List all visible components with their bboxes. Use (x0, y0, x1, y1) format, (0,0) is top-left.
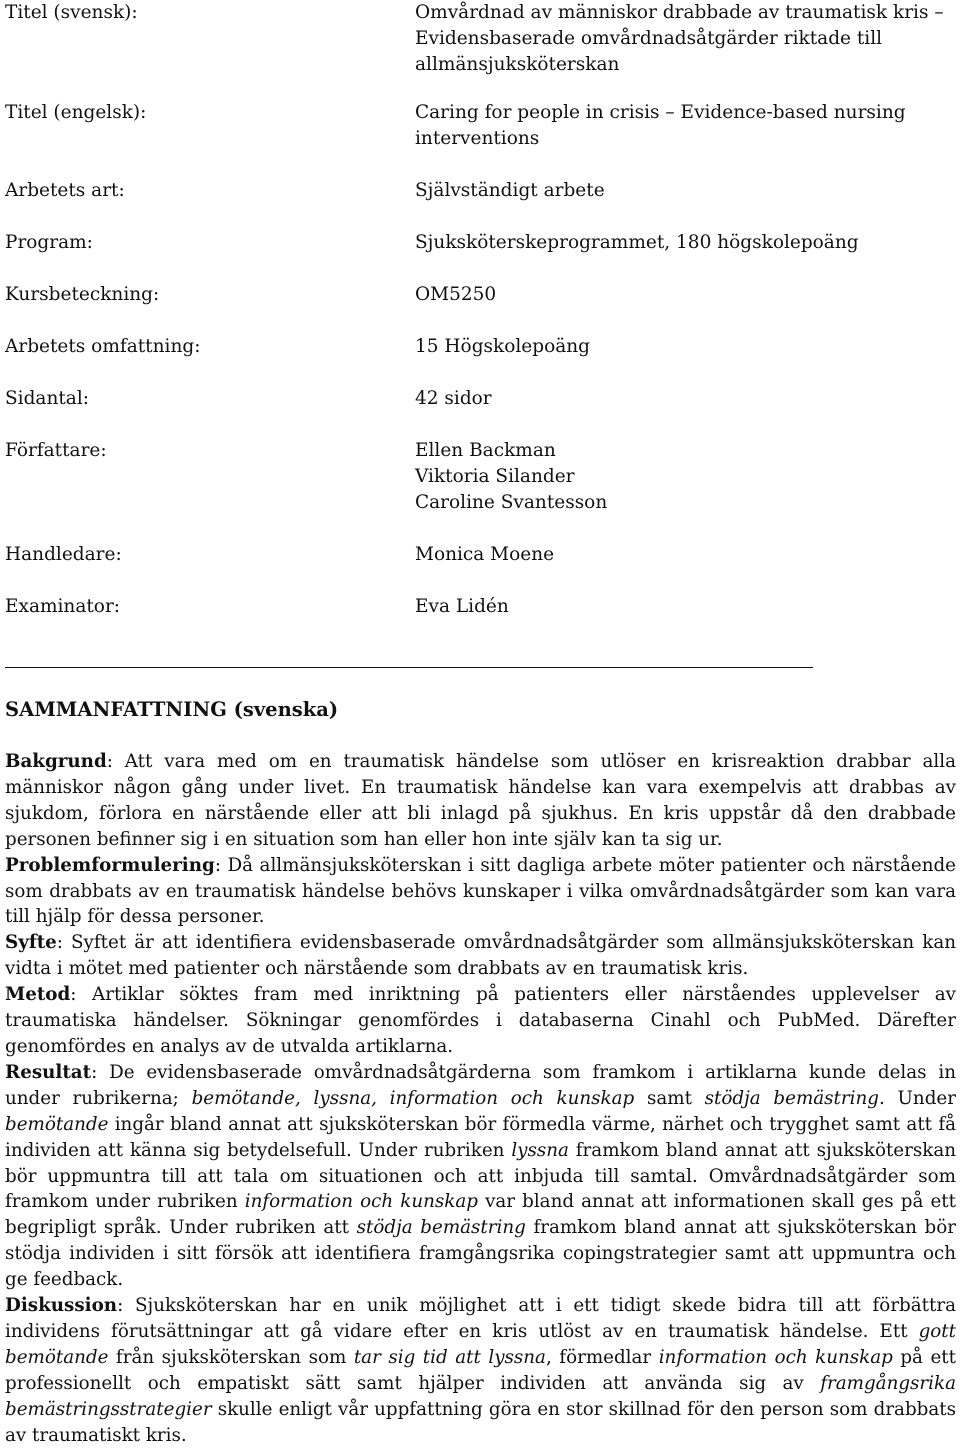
section-text: : Att vara med om en traumatisk händelse som utlöser en krisreaktion drabbar alla människor någon gång under livet. En traumatisk händelse kan vara exempelvis att drabbas av sjukdom, förlora en närstående eller att bli inlagd på sjukhus. En kris uppstår då den drabbade personen befinner sig i en situation som han eller hon inte själv kan ta sig ur. (5, 751, 956, 850)
section-text: på ett professionellt och empatiskt sätt samt hjälper individen att använda sig av (5, 1346, 956, 1394)
emphasis: tar sig tid att lyssna (353, 1346, 546, 1368)
meta-value: OM5250 (415, 284, 497, 305)
section-diskussion (5, 1293, 956, 1448)
section-label: Bakgrund (5, 751, 107, 772)
section-text: . Under (878, 1087, 956, 1109)
divider (5, 667, 813, 668)
section-syfte (5, 930, 956, 982)
meta-value: Självständigt arbete (415, 180, 605, 201)
section-text: : Sjuksköterskan har en unik möjlighet att i ett tidigt skede bidra till att förbättra individens förutsättningar att gå vidare efter en kris utlöst av en traumatisk händelse. Ett (5, 1295, 956, 1342)
section-label: Problemformulering (5, 854, 215, 876)
section-text: : De evidensbaserade omvårdnadsåtgärderna som framkom i artiklarna kunde delas in under rubrikerna; (5, 1061, 956, 1109)
section-text: skulle enligt vår uppfattning göra en stor skillnad för den person som drabbats av traumatiskt kris. (5, 1398, 956, 1446)
meta-label: Arbetets art: (5, 180, 125, 201)
meta-label: Handledare: (5, 544, 122, 565)
section-text: framkom bland annat att sjuksköterskan bör stödja individen i sitt försök att identifiera framgångsrika copingstrategier samt att uppmuntra och ge feedback. (5, 1217, 956, 1291)
emphasis: information och kunskap (244, 1191, 478, 1213)
emphasis: gott bemötande (5, 1320, 956, 1368)
emphasis: lyssna (511, 1139, 569, 1161)
section-label: Metod (5, 984, 71, 1006)
meta-value: Eva Lidén (415, 596, 509, 617)
meta-value: Omvårdnad av människor drabbade av traumatisk kris – Evidensbaserade omvårdnadsåtgärder riktade till allmänsjuksköterskan (415, 2, 944, 75)
meta-label: Titel (svensk): (5, 2, 138, 23)
meta-value: Ellen Backman Viktoria Silander Caroline Svantesson (415, 440, 608, 513)
section-label: Resultat (5, 1061, 92, 1083)
emphasis: information och kunskap (658, 1346, 893, 1368)
section-text: samt (634, 1087, 705, 1109)
section-resultat (5, 1060, 956, 1293)
section-metod (5, 982, 956, 1060)
section-text: : Artiklar söktes fram med inriktning på patienters eller närståendes upplevelser av traumatiska händelser. Sökningar genomfördes i databaserna Cinahl och PubMed. Därefter genomfördes en analys av de utvalda artiklarna. (5, 984, 956, 1057)
meta-value: Caring for people in crisis – Evidence-based nursing interventions (415, 102, 906, 149)
meta-label: Program: (5, 232, 93, 253)
section-problemformulering (5, 853, 956, 931)
emphasis: framgångsrika bemästringsstrategier (5, 1372, 956, 1420)
meta-label: Examinator: (5, 596, 121, 617)
meta-label: Författare: (5, 440, 107, 461)
meta-value: Sjuksköterskeprogrammet, 180 högskolepoäng (415, 232, 859, 253)
meta-label: Titel (engelsk): (5, 102, 147, 123)
section-text: : Då allmänsjuksköterskan i sitt dagliga arbete möter patienter och närstående som drabbats av en traumatisk händelse behövs kunskaper i vilka omvårdnadsåtgärder som kan vara till hjälp för dessa personer. (5, 854, 956, 928)
meta-label: Kursbeteckning: (5, 284, 160, 305)
section-bakgrund (5, 749, 956, 853)
emphasis: stödja bemästring (356, 1217, 526, 1239)
meta-label: Arbetets omfattning: (5, 336, 201, 357)
emphasis: stödja bemästring (704, 1087, 879, 1109)
section-text: var bland annat att informationen skall ges på ett begripligt språk. Under rubriken att (5, 1191, 956, 1239)
section-label: Syfte (5, 932, 57, 954)
emphasis: bemötande (5, 1113, 109, 1135)
emphasis: bemötande, lyssna, information och kunskap (191, 1087, 635, 1109)
section-text: från sjuksköterskan som (108, 1346, 354, 1368)
section-text: , förmedlar (545, 1346, 659, 1368)
meta-value: 42 sidor (415, 388, 492, 409)
meta-label: Sidantal: (5, 388, 89, 409)
meta-value: Monica Moene (415, 544, 555, 565)
section-text: framkom bland annat att sjuksköterskan bör uppmuntra till att tala om situationen och att inbjuda till samtal. Omvårdnadsåtgärder som framkom under rubriken (5, 1139, 956, 1213)
meta-value: 15 Högskolepoäng (415, 336, 591, 357)
section-label: Diskussion (5, 1295, 118, 1317)
section-text: ingår bland annat att sjuksköterskan bör förmedla värme, närhet och trygghet samt att få individen att känna sig betydelsefull. Under rubriken (5, 1113, 956, 1161)
summary-body (5, 749, 956, 1448)
section-text: : Syftet är att identifiera evidensbaserade omvårdnadsåtgärder som allmänsjuksköterskan kan vidta i mötet med patienter och närstående som drabbats av en traumatisk kris. (5, 932, 956, 980)
summary-heading: SAMMANFATTNING (svenska) (5, 698, 339, 721)
